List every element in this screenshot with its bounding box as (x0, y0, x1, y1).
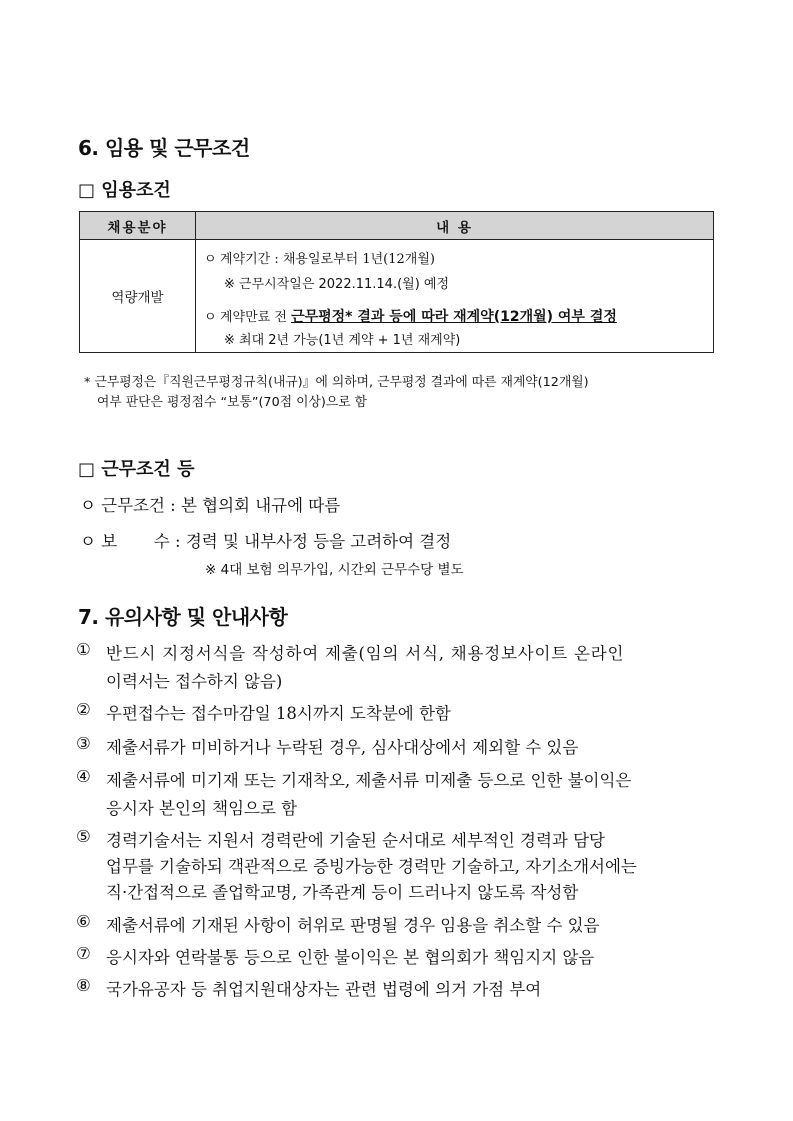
notice-item-2: 우편접수는 접수마감일 18시까지 도착분에 한함 (106, 704, 451, 723)
salary-item: ㅇ 보 수 : 경력 및 내부사정 등을 고려하여 결정 (80, 532, 452, 551)
work-condition-item: ㅇ 근무조건 : 본 협의회 내규에 따름 (80, 496, 341, 515)
notice-item-4-line1: 제출서류에 미기재 또는 기재착오, 제출서류 미제출 등으로 인한 불이익은 (106, 771, 632, 790)
col-header-content: 내 용 (196, 212, 714, 240)
footnote-line2: 여부 판단은 평정점수 “보통”(70점 이상)으로 함 (97, 395, 368, 410)
renewal-prefix: 계약만료 전 (220, 310, 287, 325)
notice-number: ① (76, 640, 91, 659)
notice-number: ⑦ (76, 944, 91, 963)
bullet-circle: ㅇ (204, 310, 217, 325)
notice-item-1-line1: 반드시 지정서식을 작성하여 제출(임의 서식, 채용정보사이트 온라인 (106, 644, 625, 663)
renewal-line (204, 306, 617, 326)
contract-period-line (204, 248, 435, 267)
category-cell: 역량개발 (80, 240, 196, 353)
notice-item-4-line2: 응시자 본인의 책임으로 함 (106, 799, 298, 818)
notice-item-3: 제출서류가 미비하거나 누락된 경우, 심사대상에서 제외할 수 있음 (106, 738, 579, 757)
notice-item-8: 국가유공자 등 취업지원대상자는 관련 법령에 의거 가점 부여 (106, 980, 542, 999)
notice-item-6: 제출서류에 기재된 사항이 허위로 판명될 경우 임용을 취소할 수 있음 (106, 916, 600, 935)
bullet-circle: ㅇ (204, 252, 217, 267)
notice-number: ④ (76, 767, 91, 786)
content-cell (196, 240, 714, 353)
appointment-heading: □ 임용조건 (78, 180, 171, 201)
notice-number: ⑥ (76, 912, 91, 931)
section7-title: 7. 유의사항 및 안내사항 (78, 605, 288, 629)
notice-number: ② (76, 700, 91, 719)
notice-number: ③ (76, 734, 91, 753)
notice-item-5-line3: 직·간접적으로 졸업학교명, 가족관계 등이 드러나지 않도록 작성함 (106, 883, 579, 902)
appointment-table (79, 211, 714, 353)
work-heading: □ 근무조건 등 (78, 459, 195, 480)
notice-item-5-line1: 경력기술서는 지원서 경력란에 기술된 순서대로 세부적인 경력과 담당 (106, 831, 605, 850)
notice-item-7: 응시자와 연락불통 등으로 인한 불이익은 본 협의회가 책임지지 않음 (106, 948, 595, 967)
start-date-note: ※ 근무시작일은 2022.11.14.(월) 예정 (224, 277, 450, 292)
notice-item-1-line2: 이력서는 접수하지 않음) (106, 672, 283, 691)
notice-number: ⑧ (76, 976, 91, 995)
footnote-line1: * 근무평정은『직원근무평정규칙(내규)』에 의하며, 근무평정 결과에 따른 재계약(12개월) (84, 375, 589, 390)
section6-title: 6. 임용 및 근무조건 (78, 136, 250, 160)
max-duration-note: ※ 최대 2년 가능(1년 계약 + 1년 재계약) (224, 333, 461, 348)
renewal-bold-text: 근무평정* 결과 등에 따라 재계약(12개월) 여부 결정 (291, 309, 617, 325)
contract-period-text: 계약기간 : 채용일로부터 1년(12개월) (220, 252, 435, 267)
col-header-field: 채용분야 (80, 212, 196, 240)
notice-item-5-line2: 업무를 기술하되 객관적으로 증빙가능한 경력만 기술하고, 자기소개서에는 (106, 857, 637, 876)
notice-number: ⑤ (76, 827, 91, 846)
insurance-note: ※ 4대 보험 의무가입, 시간외 근무수당 별도 (205, 562, 464, 578)
